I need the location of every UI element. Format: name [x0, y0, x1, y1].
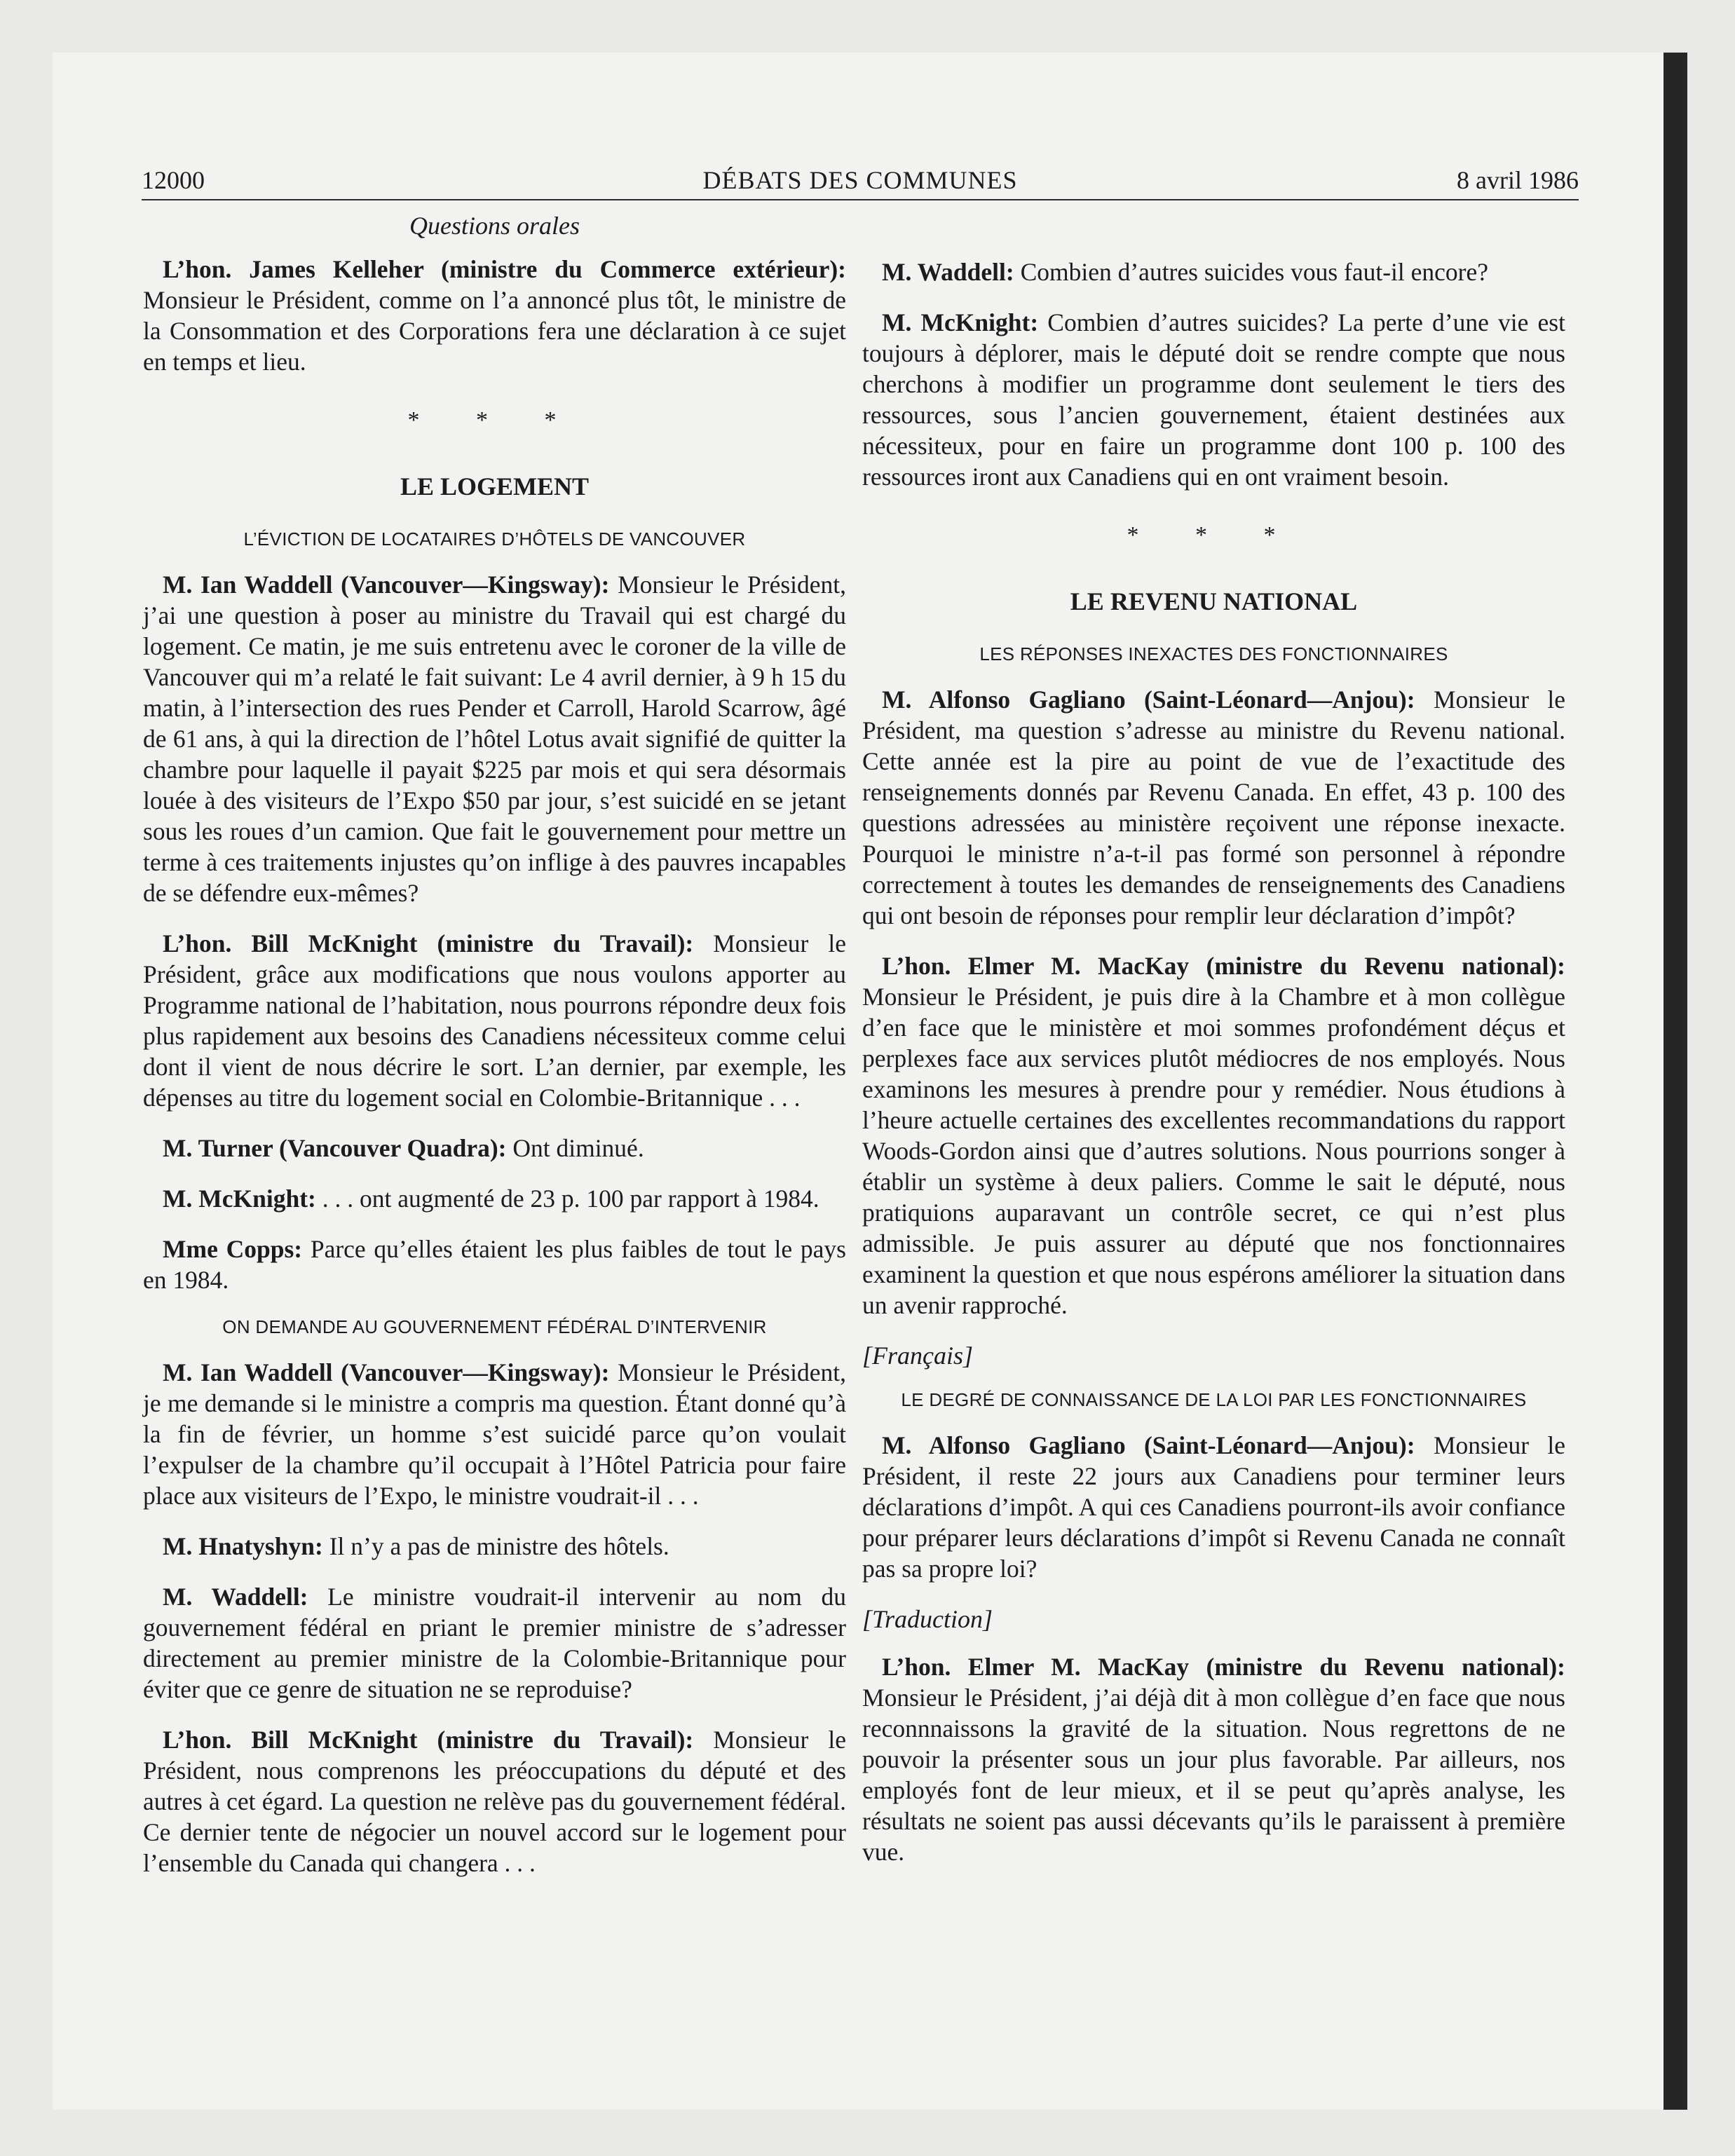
publication-date: 8 avril 1986	[1457, 166, 1579, 194]
page-header	[142, 161, 1579, 200]
scan-edge-bar	[1663, 53, 1687, 2110]
speech: Monsieur le Président, j’ai une question à poser au ministre du Travail qui est chargé du logement. Ce matin, je me suis entretenu avec le coroner de la ville de Vancouver qui m’a relaté le fait suivant: Le 4 avril dernier, à 9 h 15 du matin, à l’intersection des rues Pender et Carroll, Harold Scarrow, âgé de 61 ans, à qui la direction de l’hôtel Lotus avait signifié de quitter la chambre pour laquelle il payait $225 par mois et qui sera désormais louée à des visiteurs de l’Expo $50 par jour, s’est suicidé en se jetant sous les roues d’un camion. Que fait le gouvernement pour mettre un terme à ces traitements injustes qu’on inflige à des pauvres incapables de se défendre eux-mêmes?	[143, 571, 846, 907]
language-marker: [Traduction]	[862, 1605, 993, 1633]
speech: Monsieur le Président, je me demande si le ministre a compris ma question. Étant donné qu’à la fin de février, un homme s’est suicidé parce qu’on voulait l’expulser de la chambre qu’il occupait à l’Hôtel Patricia pour faire place aux visiteurs de l’Expo, le ministre voudrait-il . . .	[143, 1358, 846, 1510]
speech: Monsieur le Président, je puis dire à la Chambre et à mon collègue d’en face que le ministère et moi sommes profondément déçus et perplexes face aux services plutôt médiocres de nos employés. Nous examinons les mesures à prendre pour y remédier. Nous étudions à l’heure actuelle certaines des excellentes recommandations du rapport Woods-Gordon ainsi que d’autres solutions. Nous pourrions songer à établir un système à deux paliers. Comme le sait le député, nous pratiquions auparavant un contrôle secret, ce qui n’est plus admissible. Je puis assurer au député que nos fonctionnaires examinent la question et que nous espérons améliorer la situation dans un avenir rapproché.	[862, 983, 1565, 1319]
speaker: M. McKnight:	[163, 1185, 316, 1213]
section-heading: LE LOGEMENT	[400, 472, 590, 500]
speaker: M. Waddell:	[163, 1583, 308, 1611]
speaker: M. Alfonso Gagliano (Saint-Léonard—Anjou):	[882, 1431, 1415, 1459]
speech: . . . ont augmenté de 23 p. 100 par rapport à 1984.	[315, 1185, 819, 1213]
speaker: L’hon. Elmer M. MacKay (ministre du Revenu national):	[882, 952, 1565, 980]
speech: Monsieur le Président, grâce aux modifications que nous voulons apporter au Programme national de l’habitation, nous pourrons répondre deux fois plus rapidement aux besoins des Canadiens nécessiteux comme celui dont il vient de nous décrire le sort. L’an dernier, par exemple, les dépenses au titre du logement social en Colombie-Britannique . . .	[143, 929, 846, 1112]
paragraph	[143, 254, 846, 377]
sub-heading: LES RÉPONSES INEXACTES DES FONCTIONNAIRES	[979, 643, 1448, 664]
speaker: M. McKnight:	[882, 308, 1039, 336]
section-separator: * * *	[1127, 522, 1301, 548]
paragraph	[143, 1234, 846, 1295]
speaker: L’hon. Bill McKnight (ministre du Travail):	[163, 1726, 694, 1754]
speech: Monsieur le Président, j’ai déjà dit à mon collègue d’en face que nous reconnnaissons la gravité de la situation. Nous regrettons de ne pouvoir la présenter sous un jour plus favorable. Par ailleurs, nos employés font de leur mieux, et il se peut qu’après analyse, les résultats ne soient pas aussi décevants qu’ils le paraissent à première vue.	[862, 1684, 1565, 1866]
paragraph	[143, 1183, 846, 1214]
section-label: Questions orales	[409, 212, 580, 240]
language-marker: [Français]	[862, 1342, 974, 1370]
publication-title: DÉBATS DES COMMUNES	[702, 166, 1018, 194]
paragraph	[862, 1651, 1565, 1867]
paragraph	[862, 1430, 1565, 1584]
right-column	[862, 257, 1565, 1887]
paragraph	[143, 569, 846, 908]
speech: Monsieur le Président, il reste 22 jours aux Canadiens pour terminer leurs déclarations d’impôt. A qui ces Canadiens pourront-ils avoir confiance pour préparer leurs déclarations d’impôt si Revenu Canada ne connaît pas sa propre loi?	[862, 1431, 1566, 1583]
speech: Monsieur le Président, nous comprenons les préoccupations du député et des autres à cet égard. La question ne relève pas du gouvernement fédéral. Ce dernier tente de négocier un nouvel accord sur le logement pour l’ensemble du Canada qui changera . . .	[143, 1726, 846, 1877]
speech: Monsieur le Président, ma question s’adresse au ministre du Revenu national. Cette année est la pire au point de vue de l’exactitude des renseignements donnés par Revenu Canada. En effet, 43 p. 100 des questions adressées au ministère reçoivent une réponse inexacte. Pourquoi le ministre n’a-t-il pas formé son personnel à répondre correctement à toutes les demandes de renseignements des Canadiens qui ont besoin de réponses pour remplir leur déclaration d’impôt?	[862, 685, 1566, 929]
speech: Combien d’autres suicides? La perte d’une vie est toujours à déplorer, mais le député doit se rendre compte que nous cherchons à modifier un programme dont seulement le tiers des ressources, sous l’ancien gouvernement, étaient destinées aux nécessiteux, pour en faire un programme dont 100 p. 100 des ressources iront aux Canadiens qui en ont vraiment besoin.	[862, 308, 1565, 491]
paragraph	[143, 1357, 846, 1511]
speaker: L’hon. Elmer M. MacKay (ministre du Revenu national):	[882, 1653, 1565, 1681]
paragraph	[862, 684, 1565, 931]
paragraph	[143, 928, 846, 1113]
sub-heading: LE DEGRÉ DE CONNAISSANCE DE LA LOI PAR LES FONCTIONNAIRES	[901, 1389, 1527, 1410]
paragraph	[143, 1531, 846, 1562]
paragraph	[862, 257, 1565, 287]
speech: Combien d’autres suicides vous faut-il encore?	[1014, 258, 1488, 286]
left-column	[143, 210, 846, 1898]
speaker: M. Turner (Vancouver Quadra):	[163, 1134, 507, 1162]
speaker: L’hon. James Kelleher (ministre du Commerce extérieur):	[163, 255, 846, 283]
paragraph	[143, 1581, 846, 1705]
section-separator: * * *	[407, 407, 582, 433]
section-heading: LE REVENU NATIONAL	[1070, 587, 1358, 615]
paragraph	[862, 307, 1565, 492]
paragraph	[862, 950, 1565, 1321]
speaker: M. Waddell:	[882, 258, 1014, 286]
speaker: M. Ian Waddell (Vancouver—Kingsway):	[163, 571, 610, 599]
speech: Il n’y a pas de ministre des hôtels.	[322, 1532, 669, 1560]
speaker: Mme Copps:	[163, 1235, 303, 1263]
page-number: 12000	[142, 166, 205, 194]
paragraph	[143, 1133, 846, 1164]
sub-heading: L’ÉVICTION DE LOCATAIRES D’HÔTELS DE VANCOUVER	[243, 528, 746, 550]
speaker: M. Ian Waddell (Vancouver—Kingsway):	[163, 1358, 610, 1386]
speaker: L’hon. Bill McKnight (ministre du Travail):	[163, 929, 694, 957]
speaker: M. Hnatyshyn:	[163, 1532, 323, 1560]
paragraph	[143, 1724, 846, 1878]
speech: Le ministre voudrait-il intervenir au nom du gouvernement fédéral en priant le premier ministre de s’adresser directement au premier ministre de la Colombie-Britannique pour éviter que ce genre de situation ne se reproduise?	[143, 1583, 846, 1703]
sub-heading: ON DEMANDE AU GOUVERNEMENT FÉDÉRAL D’INTERVENIR	[222, 1316, 767, 1337]
speech: Parce qu’elles étaient les plus faibles de tout le pays en 1984.	[143, 1235, 846, 1294]
speech: Ont diminué.	[506, 1134, 644, 1162]
speech: Monsieur le Président, comme on l’a annoncé plus tôt, le ministre de la Consommation et des Corporations fera une déclaration à ce sujet en temps et lieu.	[143, 286, 846, 376]
speaker: M. Alfonso Gagliano (Saint-Léonard—Anjou):	[882, 685, 1415, 714]
